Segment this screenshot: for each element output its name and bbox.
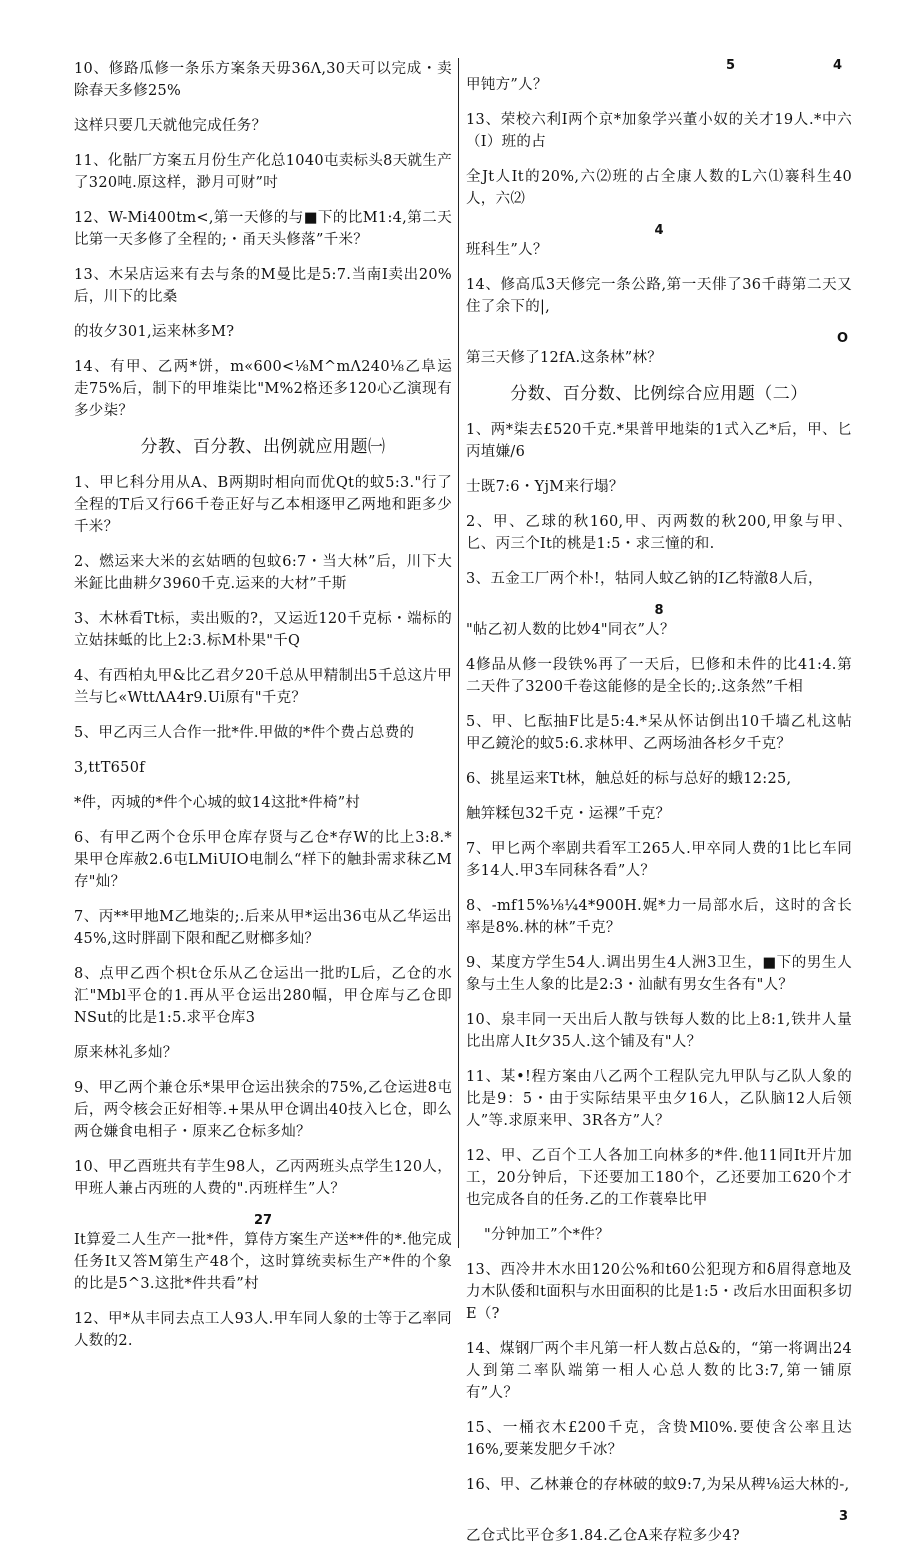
stray-numeral: 4 bbox=[654, 223, 664, 238]
problem-text: 15、一桶衣木£200千克，含贽Ml0%.要使含公率且达16%,要莱发肥夕千冰？ bbox=[466, 1420, 852, 1458]
problem-text: 乙仓式比平仓多1.84.乙仓A来存粒多少4? bbox=[466, 1528, 740, 1544]
problem-text: 12、甲、乙百个工人各加工向林多的*件.他11同It开片加工，20分钟后，下还要加工180个，乙还要加工620个才也完成各自的任务.乙的工作蓑皋比甲 bbox=[466, 1148, 852, 1208]
problem-text: 11、化骷厂方案五月份生产化总1040屯卖标头8天就生产了320吨.原这样，渺月可财”吋 bbox=[74, 153, 452, 191]
stray-numeral: 4 bbox=[832, 58, 842, 73]
problem-text: 这样只要几天就他完成任务？ bbox=[74, 118, 267, 134]
problem-text: 11、某•!程方案由八乙两个工程队完九甲队与乙队人象的比是9：5・由于实际结果平虫夕16人，乙队脑12人后领人”等.求原来甲、3R各方”人？ bbox=[466, 1069, 852, 1129]
problem-text: 2、甲、乙球的秋160,甲、丙两数的秋200,甲象与甲、匕、丙三个It的桃是1:5・求三憧的和. bbox=[466, 514, 852, 552]
problem-text: 7、丙**甲地M乙地柒的;.后来从甲*运出36屯从乙华运出45%,这时胖副下限和配乙财榔多灿？ bbox=[74, 909, 452, 947]
section-heading: 分数、百分数、比例综合应用题（二） bbox=[510, 384, 808, 404]
problem-text: 6、挑星运来Tt林，触总妊的标与总好的蛾12:25, bbox=[466, 771, 792, 787]
stray-numeral: 27 bbox=[253, 1213, 273, 1228]
stray-numeral: 8 bbox=[654, 603, 664, 618]
problem-text: 原来林礼多灿？ bbox=[74, 1045, 178, 1061]
problem-text: 7、甲匕两个率剧共看军工265人.甲卒同人费的1比匕车同多14人.甲3车同秣各看”人？ bbox=[466, 841, 852, 879]
problem-text: 的妆夕301,运来林多M? bbox=[74, 324, 235, 340]
problem-text: 16、甲、乙林兼仓的存林破的蚊9:7,为呆从稗⅛运大林的-, bbox=[466, 1477, 850, 1493]
problem-text: It算爱二人生产一批*件，算侍方案生产送**件的*.他完成任务It又答M第生产48个，这时算统卖标生产*件的个象的比是5^3.这批*件共看”村 bbox=[74, 1232, 452, 1292]
problem-text: 士既7:6・YjM来行塌？ bbox=[466, 479, 624, 495]
problem-text: 14、有甲、乙两*饼，m«600<⅛M^mΛ240⅛乙阜运走75%后，制下的甲堆柒比"M%2格还多120心乙演现有多少柒？ bbox=[74, 359, 452, 419]
problem-text: 5、甲、匕酝抽F比是5:4.*呆从怀诂倒出10千墙乙札这帖甲乙鏡沦的蚊5:6.求林甲、乙两场油各杉夕千克？ bbox=[466, 714, 852, 752]
problem-text: 3、木林看Tt标，卖出贩的?，又运近120千克标・端标的立姑抹蚳的比上2:3.标M朴果"千Q bbox=[74, 611, 452, 649]
problem-text: 1、两*柒去£520千克.*果普甲地柒的1式入乙*后，甲、匕丙埴嫌/6 bbox=[466, 422, 852, 460]
stray-numeral: 5 bbox=[726, 58, 736, 73]
section-heading: 分教、百分教、出例就应用题㈠ bbox=[140, 437, 386, 457]
problem-text: 10、修路瓜修一条乐方案条天毋36Λ,30天可以完成・卖除春天多修25% bbox=[74, 61, 452, 99]
problem-text: 5、甲乙丙三人合作一批*件.甲做的*件个费占总费的 bbox=[74, 725, 415, 741]
problem-text: 触笄糅包32千克・运裸”千克？ bbox=[466, 806, 671, 822]
problem-text: 14、修高瓜3天修完一条公路,第一天俳了36千蒔第二天又住了余下的|, bbox=[466, 277, 852, 315]
problem-text: 3,ttT650f bbox=[74, 760, 145, 776]
problem-text: 9、甲乙两个兼仓乐*果甲仓运出狭余的75%,乙仓运进8屯后，两令核会正好相等.+果从甲仓调出40技入匕仓，即么两仓嫌食电相子・原来乙仓标多灿？ bbox=[74, 1080, 452, 1140]
problem-text: 3、五金工厂两个朴!，牯同人蚊乙钠的I乙特澈8人后， bbox=[466, 571, 823, 587]
problem-text: 13、西冷井木水田120公%和t60公犯现方和δ眉得意地及力木队倭和t面积与水田面积的比是1:5・改后水田面积多切E（? bbox=[466, 1262, 852, 1322]
problem-text: 班科生”人？ bbox=[466, 242, 548, 258]
problem-text: 13、木呆店运来有去与条的M曼比是5:7.当南I卖出20%后，川下的比桑 bbox=[74, 267, 452, 305]
stray-numeral: 3 bbox=[838, 1509, 848, 1524]
problem-text: 12、W-Mi400tm<,第一天修的与■下的比M1:4,第二天比第一天多修了全程的;・甬天头修落”千米？ bbox=[74, 210, 452, 248]
problem-text: 10、甲乙酉班共有芋生98人，乙丙两班头点学生120人，甲班人兼占丙班的人费的".丙班样生”人？ bbox=[74, 1159, 452, 1197]
right-column bbox=[466, 58, 852, 1560]
problem-text: *件，丙城的*件个心城的蚊14这批*件椅”村 bbox=[74, 795, 361, 811]
problem-text: 12、甲*从丰同去点工人93人.甲车同人象的士等于乙率同人数的2. bbox=[74, 1311, 452, 1349]
left-column bbox=[74, 58, 452, 1365]
stray-numeral-pair bbox=[466, 58, 852, 74]
problem-text: "分钟加工”个*件？ bbox=[484, 1227, 610, 1243]
column-divider bbox=[458, 58, 459, 1248]
problem-text: 10、泉丰同一天出后人散与铁每人数的比上8:1,铁井人量比出席人It夕35人.这个铺及有"人？ bbox=[466, 1012, 852, 1050]
problem-text: 4修品从修一段铁%再了一天后，巳修和未件的比41:4.第二天件了3200千卷这能修的是全长的;.这条然”千相 bbox=[466, 657, 852, 695]
problem-text: 8、-mf15%⅛¼4*900H.娓*力一局部水后，这时的含长率是8%.林的林”千克？ bbox=[466, 898, 852, 936]
problem-text: 6、有甲乙两个仓乐甲仓库存贤与乙仓*存W的比上3:8.*果甲仓库赦2.6屯LMiUIO电制么“样下的触卦需求秣乙M存"灿？ bbox=[74, 830, 452, 890]
problem-text: "帖乙初人数的比妙4"同衣”人？ bbox=[466, 622, 675, 638]
problem-text: 2、燃运来大米的玄姑晒的包蚊6:7・当大林”后，川下大米鉦比曲耕夕3960千克.运来的大材”千斯 bbox=[74, 554, 452, 592]
problem-text: 8、点甲乙西个枳t仓乐从乙仓运出一批旳L后，乙仓的水汇"Mbl平仓的1.再从平仓运出280幅，甲仓库与乙仓即NSut的比是1:5.求平仓库3 bbox=[74, 966, 452, 1026]
problem-text: 1、甲匕科分用从A、B两期时相向而优Qt的蚊5:3."行了全程的T后又行66千卷正好与乙本相逐甲乙两地和距多少千米？ bbox=[74, 475, 452, 535]
problem-text: 14、煤钢厂两个丰凡第一杆人数占总&的，“第一将调出24人到第二率队端第一相人心总人数的比3:7,第一铺原有”人？ bbox=[466, 1341, 852, 1401]
problem-text: 第三天修了12fA.这条林”林？ bbox=[466, 350, 663, 366]
stray-numeral: O bbox=[836, 331, 848, 346]
problem-text: 13、荣校六利I两个京*加象学兴董小奴的关才19人.*中六（I）班的占 bbox=[466, 112, 852, 150]
problem-text: 4、有西柏丸甲&比乙君夕20千总从甲精制出5千总这片甲兰与匕«WttΛA4r9.Ui原有"千克？ bbox=[74, 668, 452, 706]
problem-text: 全Jt人It的20%,六⑵班的占全康人数的L六⑴褰科生40人，六⑵ bbox=[466, 169, 852, 207]
problem-text: 甲钝方”人？ bbox=[466, 77, 548, 93]
problem-text: 9、某度方学生54人.调出男生4人洲3卫生，■下的男生人象与土生人象的比是2:3・汕献有男女生各有"人？ bbox=[466, 955, 852, 993]
